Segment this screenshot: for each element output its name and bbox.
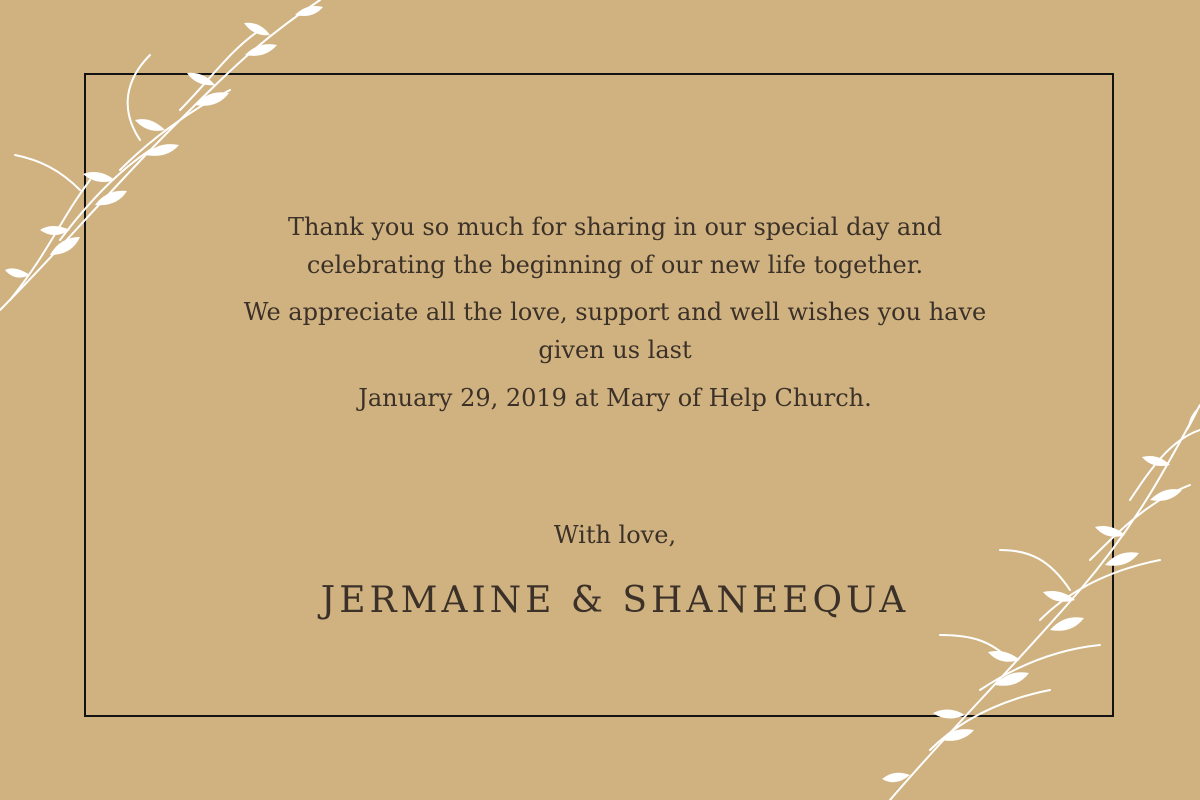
message-line-5: January 29, 2019 at Mary of Help Church. bbox=[358, 384, 872, 412]
couple-names: JERMAINE & SHANEEQUA bbox=[320, 580, 910, 621]
message-line-2: celebrating the beginning of our new life together. bbox=[306, 251, 924, 279]
message-paragraph-3 bbox=[240, 379, 990, 417]
closing-text: With love, bbox=[553, 521, 677, 549]
message-paragraph-2 bbox=[240, 293, 990, 369]
message-line-3: We appreciate all the love, support and well wishes you have bbox=[243, 298, 987, 326]
message-line-1: Thank you so much for sharing in our special day and bbox=[287, 213, 943, 241]
message-line-4: given us last bbox=[538, 336, 692, 364]
message-paragraph-1 bbox=[240, 208, 990, 284]
